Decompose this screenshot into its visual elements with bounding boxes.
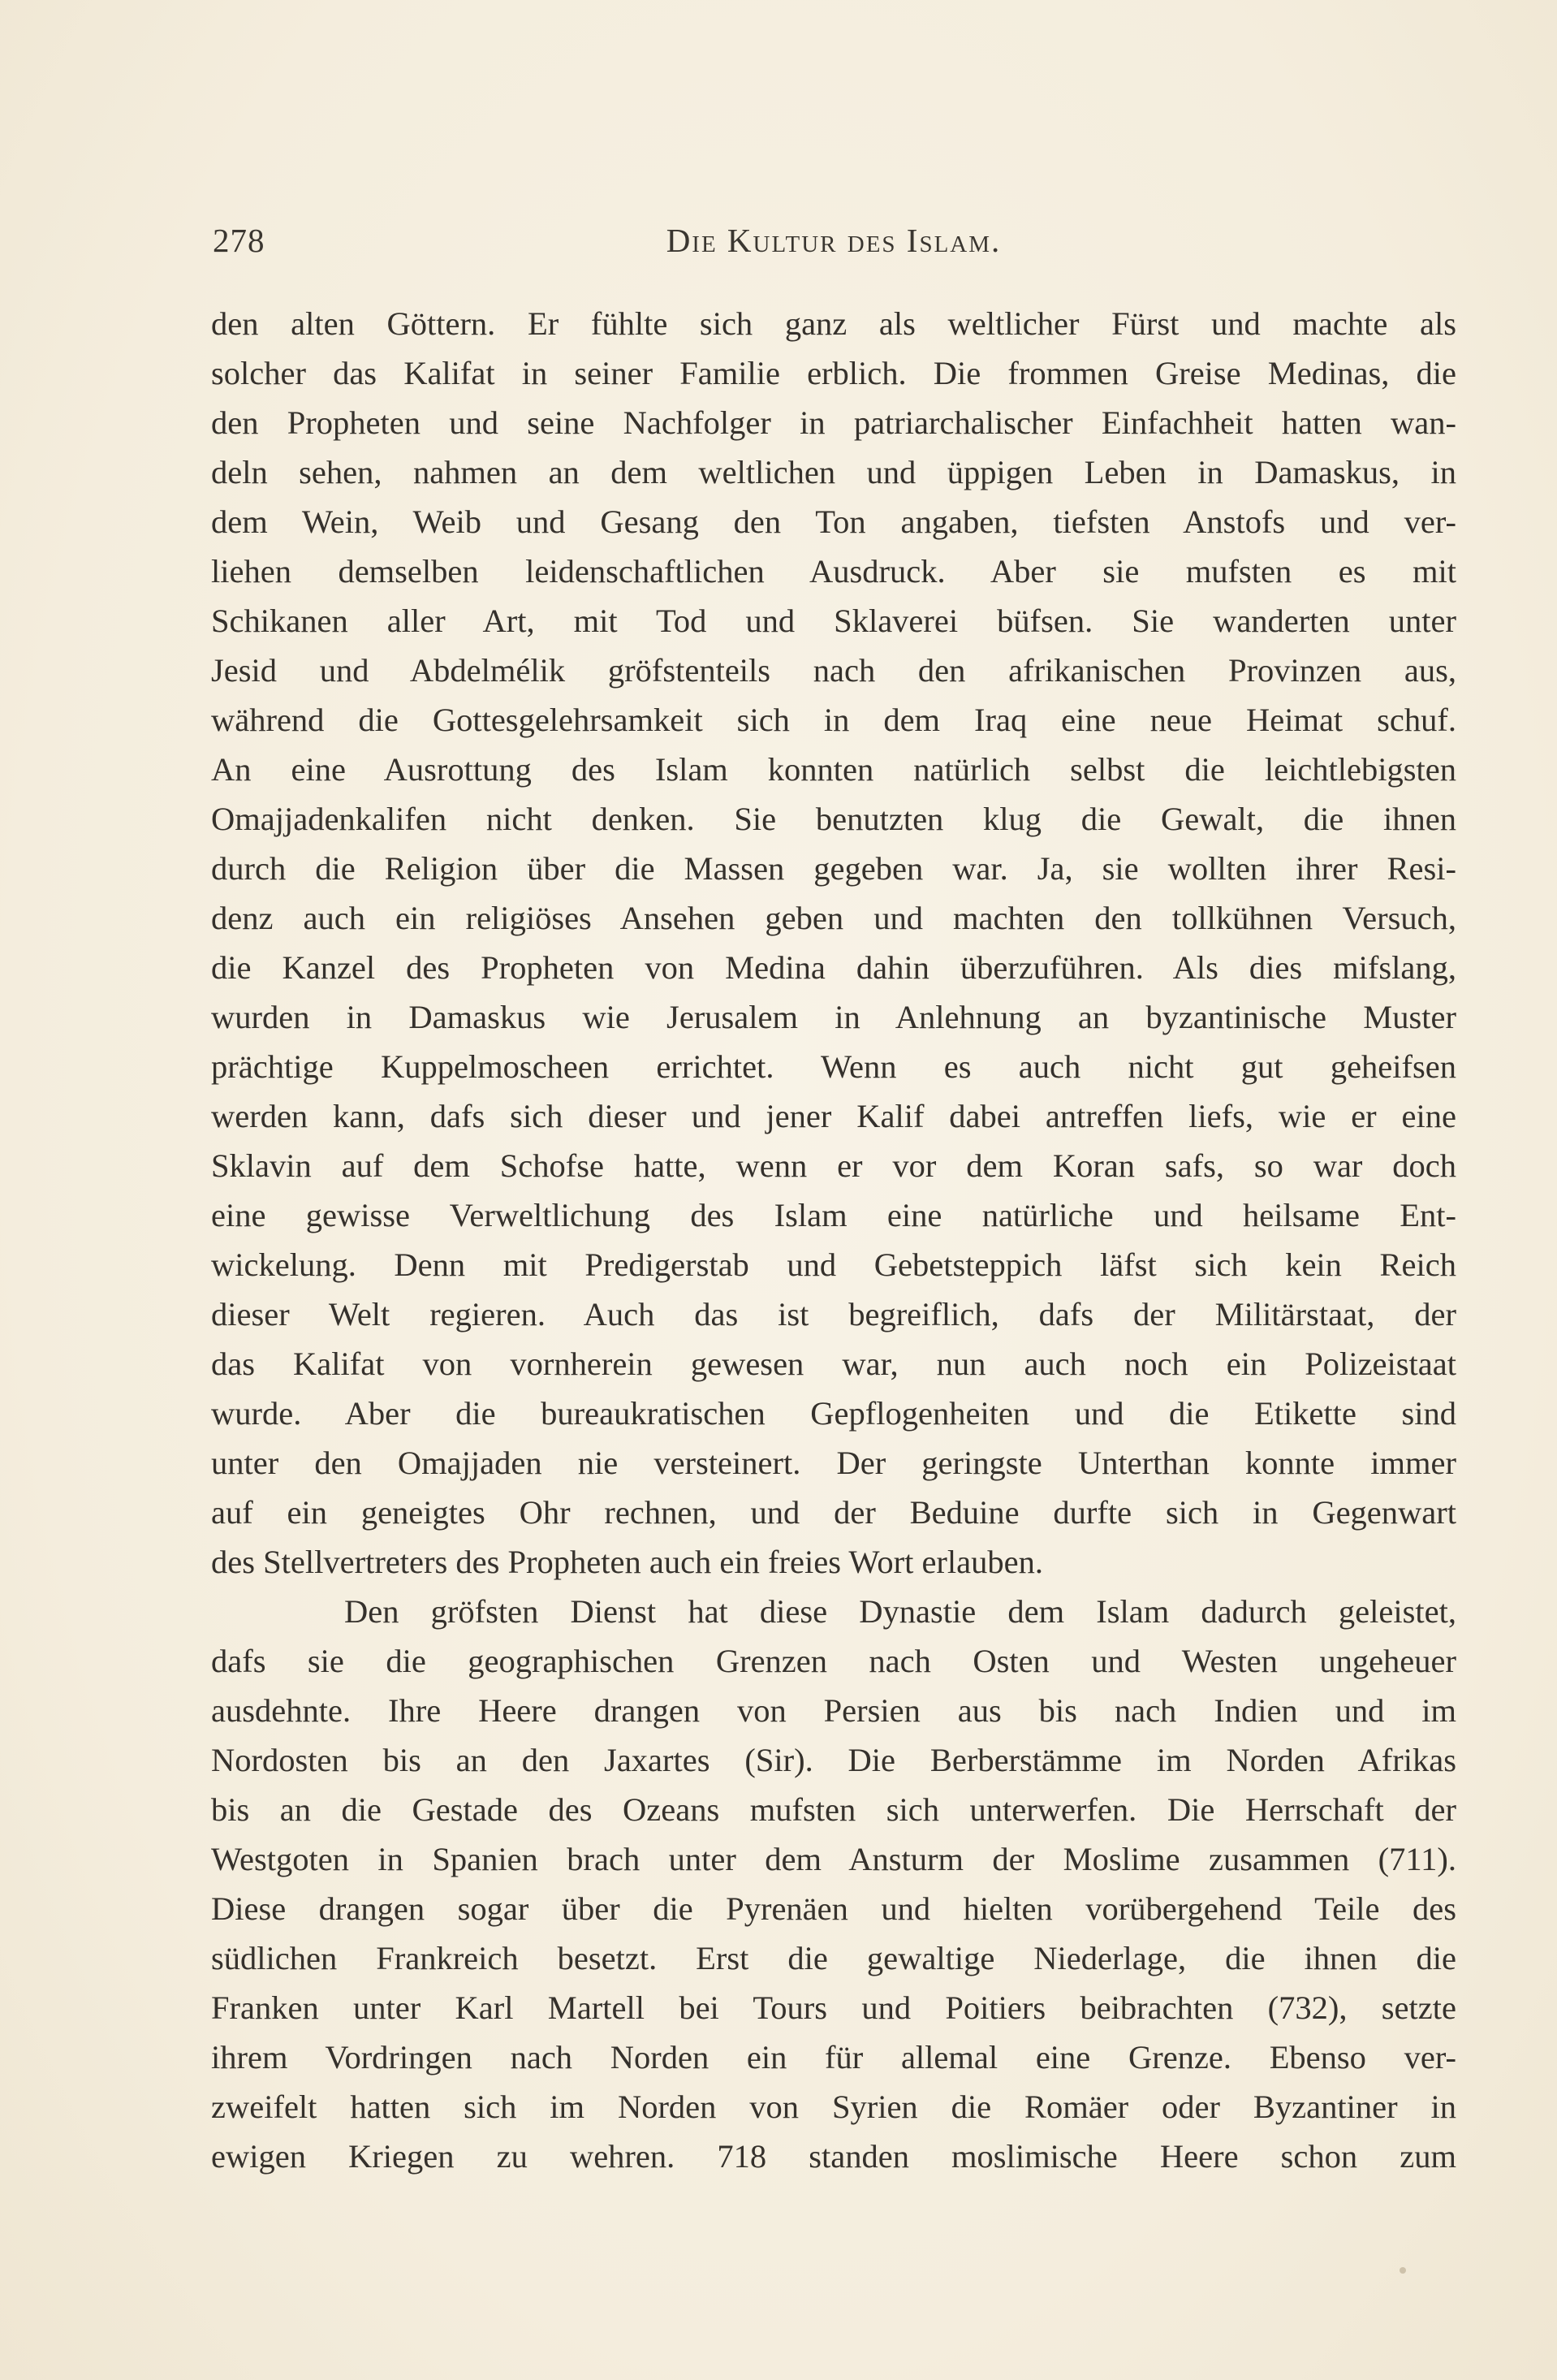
text-line: wurden in Damaskus wie Jerusalem in Anlehnung an byzantinische Muster [211,999,1456,1035]
text-line: während die Gottesgelehrsamkeit sich in dem Iraq eine neue Heimat schuf. [211,702,1456,738]
text-line: prächtige Kuppelmoscheen errichtet. Wenn es auch nicht gut geheifsen [211,1048,1456,1085]
text-line: liehen demselben leidenschaftlichen Ausdruck. Aber sie mufsten es mit [211,553,1456,590]
text-line: zweifelt hatten sich im Norden von Syrien die Romäer oder Byzantiner in [211,2088,1456,2125]
running-head [213,221,1455,270]
text-line: auf ein geneigtes Ohr rechnen, und der Beduine durfte sich in Gegenwart [211,1494,1456,1531]
text-line: An eine Ausrottung des Islam konnten natürlich selbst die leichtlebigsten [211,751,1456,788]
text-line: dieser Welt regieren. Auch das ist begreiflich, dafs der Militärstaat, der [211,1296,1456,1333]
text-line: durch die Religion über die Massen gegeben war. Ja, sie wollten ihrer Resi- [211,850,1456,887]
page-number: 278 [213,222,265,259]
text-line: wickelung. Denn mit Predigerstab und Gebetsteppich läfst sich kein Reich [211,1246,1456,1283]
text-line: ihrem Vordringen nach Norden ein für allemal eine Grenze. Ebenso ver- [211,2039,1456,2075]
text-line: die Kanzel des Propheten von Medina dahin überzuführen. Als dies mifslang, [211,949,1456,986]
text-line: Jesid und Abdelmélik gröfstenteils nach den afrikanischen Provinzen aus, [211,652,1456,689]
text-line: Franken unter Karl Martell bei Tours und Poitiers beibrachten (732), setzte [211,1989,1456,2026]
running-title: Die Kultur des Islam. [666,222,1002,259]
text-line: südlichen Frankreich besetzt. Erst die gewaltige Niederlage, die ihnen die [211,1940,1456,1976]
text-line: werden kann, dafs sich dieser und jener Kalif dabei antreffen liefs, wie er eine [211,1098,1456,1134]
text-line: dem Wein, Weib und Gesang den Ton angaben, tiefsten Anstofs und ver- [211,503,1456,540]
text-line: Den gröfsten Dienst hat diese Dynastie dem Islam dadurch geleistet, [344,1593,1456,1630]
body-text [211,299,1456,2181]
text-line: den Propheten und seine Nachfolger in patriarchalischer Einfachheit hatten wan- [211,404,1456,441]
text-line: Sklavin auf dem Schofse hatte, wenn er vor dem Koran safs, so war doch [211,1147,1456,1184]
text-line: wurde. Aber die bureaukratischen Gepflogenheiten und die Etikette sind [211,1395,1456,1432]
text-line: Omajjadenkalifen nicht denken. Sie benutzten klug die Gewalt, die ihnen [211,801,1456,837]
text-line: Diese drangen sogar über die Pyrenäen und hielten vorübergehend Teile des [211,1890,1456,1927]
text-line: Nordosten bis an den Jaxartes (Sir). Die Berberstämme im Norden Afrikas [211,1742,1456,1778]
text-line: dafs sie die geographischen Grenzen nach Osten und Westen ungeheuer [211,1643,1456,1679]
text-line: unter den Omajjaden nie versteinert. Der geringste Unterthan konnte immer [211,1445,1456,1481]
text-line: bis an die Gestade des Ozeans mufsten sich unterwerfen. Die Herrschaft der [211,1791,1456,1828]
text-line: Schikanen aller Art, mit Tod und Sklaverei büfsen. Sie wanderten unter [211,603,1456,639]
text-line: des Stellvertreters des Propheten auch ein freies Wort erlauben. [211,1544,1043,1580]
text-line: Westgoten in Spanien brach unter dem Ansturm der Moslime zusammen (711). [211,1841,1456,1877]
text-line: ausdehnte. Ihre Heere drangen von Persien aus bis nach Indien und im [211,1692,1456,1729]
text-line: deln sehen, nahmen an dem weltlichen und üppigen Leben in Damaskus, in [211,454,1456,490]
text-line: denz auch ein religiöses Ansehen geben und machten den tollkühnen Versuch, [211,900,1456,936]
paper-speck [1400,2267,1406,2274]
text-line: eine gewisse Verweltlichung des Islam eine natürliche und heilsame Ent- [211,1197,1456,1233]
text-line: das Kalifat von vornherein gewesen war, nun auch noch ein Polizeistaat [211,1345,1456,1382]
text-line: ewigen Kriegen zu wehren. 718 standen moslimische Heere schon zum [211,2138,1456,2175]
text-line: solcher das Kalifat in seiner Familie erblich. Die frommen Greise Medinas, die [211,355,1456,391]
text-line: den alten Göttern. Er fühlte sich ganz als weltlicher Fürst und machte als [211,305,1456,342]
